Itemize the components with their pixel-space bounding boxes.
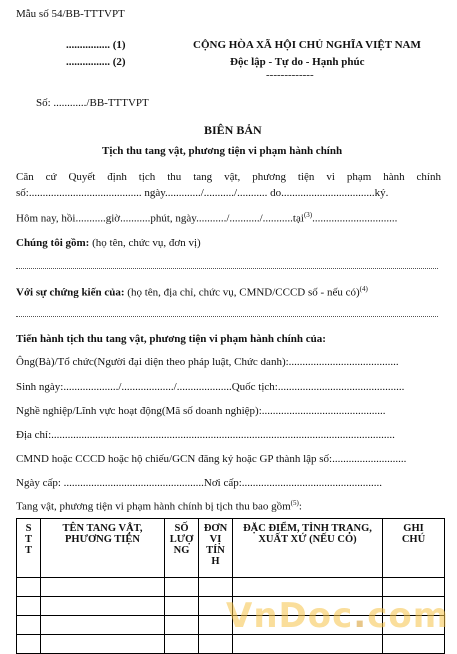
table-header-row	[17, 519, 445, 578]
header-unit	[199, 519, 233, 578]
issue-field: Ngày cấp: ...................................................Nơi cấp:...................................................	[16, 477, 383, 489]
witness-fill-line	[16, 316, 438, 317]
footnote-5: (5)	[290, 499, 299, 507]
footnote-4: (4)	[359, 285, 368, 293]
items-intro-text: Tang vật, phương tiện vi phạm hành chính bị tịch thu bao gồm	[16, 500, 291, 513]
header-qty-1: SỐ	[174, 523, 189, 534]
header-detail-1: ĐẶC ĐIỂM, TÌNH TRẠNG,	[243, 523, 372, 534]
we-line	[16, 238, 201, 249]
watermark-part-2: com	[367, 596, 450, 636]
items-intro-tail: :	[298, 500, 302, 513]
time-place-line	[16, 212, 397, 225]
form-number: Mẫu số 54/BB-TTTVPT	[16, 8, 125, 20]
header-unit-3: TÍN	[206, 545, 225, 557]
table-row	[17, 635, 445, 654]
header-note-2: CHÚ	[401, 534, 426, 546]
agency-line-1: ................ (1)	[66, 39, 126, 51]
watermark-logo	[226, 596, 449, 636]
watermark-part-1: VnDoc	[226, 596, 354, 636]
occupation-field: Nghề nghiệp/Lĩnh vực hoạt động(Mã số doanh nghiệp):.............................................	[16, 405, 386, 417]
header-detail-2: XUẤT XỨ (NẾU CÓ)	[258, 534, 357, 546]
header-name-2: PHƯƠNG TIỆN	[65, 534, 140, 546]
header-quantity	[165, 519, 199, 578]
id-number-field: CMND hoặc CCCD hoặc hộ chiếu/GCN đăng ký hoặc GP thành lập số:...........................	[16, 453, 407, 465]
header-note	[383, 519, 445, 578]
we-hint: (họ tên, chức vụ, đơn vị)	[89, 237, 201, 249]
header-note-1: GHI	[403, 523, 424, 534]
header-stt-1: S	[25, 523, 32, 534]
header-name-1: TÊN TANG VẬT,	[62, 523, 143, 534]
motto-separator: -------------	[266, 69, 314, 81]
document-number: Số: ............/BB-TTTVPT	[36, 97, 149, 109]
header-stt	[17, 519, 41, 578]
birth-nationality-field: Sinh ngày:..................../.................../....................Quốc tịch:..............................................	[16, 381, 405, 393]
witness-hint: (họ tên, địa chỉ, chức vụ, CMND/CCCD số - nếu có)	[124, 286, 360, 299]
republic-title: CỘNG HÒA XÃ HỘI CHỦ NGHĨA VIỆT NAM	[193, 39, 421, 51]
we-fill-line	[16, 268, 438, 269]
header-item-name	[41, 519, 165, 578]
header-stt-2: T	[24, 534, 32, 546]
page-subtitle: Tịch thu tang vật, phương tiện vi phạm hành chính	[102, 145, 343, 157]
proceed-heading: Tiến hành tịch thu tang vật, phương tiện vi phạm hành chính của:	[16, 333, 326, 345]
header-detail	[233, 519, 383, 578]
agency-line-2: ................ (2)	[66, 56, 126, 68]
header-unit-4: H	[211, 556, 220, 568]
header-unit-2: VỊ	[209, 534, 222, 546]
basis-line-2: số:......................................... ngày............./.........../........... do..................................ký.	[16, 187, 389, 199]
time-place-text: Hôm nay, hồi...........giờ...........phút, ngày.........../.........../...........tại	[16, 212, 304, 225]
time-place-tail: ...............................	[312, 212, 398, 225]
header-unit-1: ĐƠN	[203, 523, 228, 534]
header-qty-3: NG	[173, 545, 190, 557]
we-label: Chúng tôi gồm:	[16, 237, 90, 249]
person-field: Ông(Bà)/Tổ chức(Người đại diện theo pháp luật, Chức danh):........................................	[16, 356, 399, 368]
address-field: Địa chỉ:.............................................................................................................................	[16, 429, 395, 441]
witness-label: Với sự chứng kiến của:	[16, 286, 125, 299]
items-intro	[16, 500, 302, 513]
basis-line-1: Căn cứ Quyết định tịch thu tang vật, phương tiện vi phạm hành chính	[16, 171, 441, 183]
page-title: BIÊN BẢN	[204, 123, 262, 137]
watermark-dot: .	[353, 596, 368, 636]
table-row	[17, 578, 445, 597]
witness-line	[16, 286, 368, 299]
national-motto: Độc lập - Tự do - Hạnh phúc	[230, 56, 365, 68]
header-stt-3: T	[24, 545, 32, 557]
footnote-3: (3)	[303, 211, 313, 219]
header-qty-2: LƯỢ	[169, 534, 194, 546]
